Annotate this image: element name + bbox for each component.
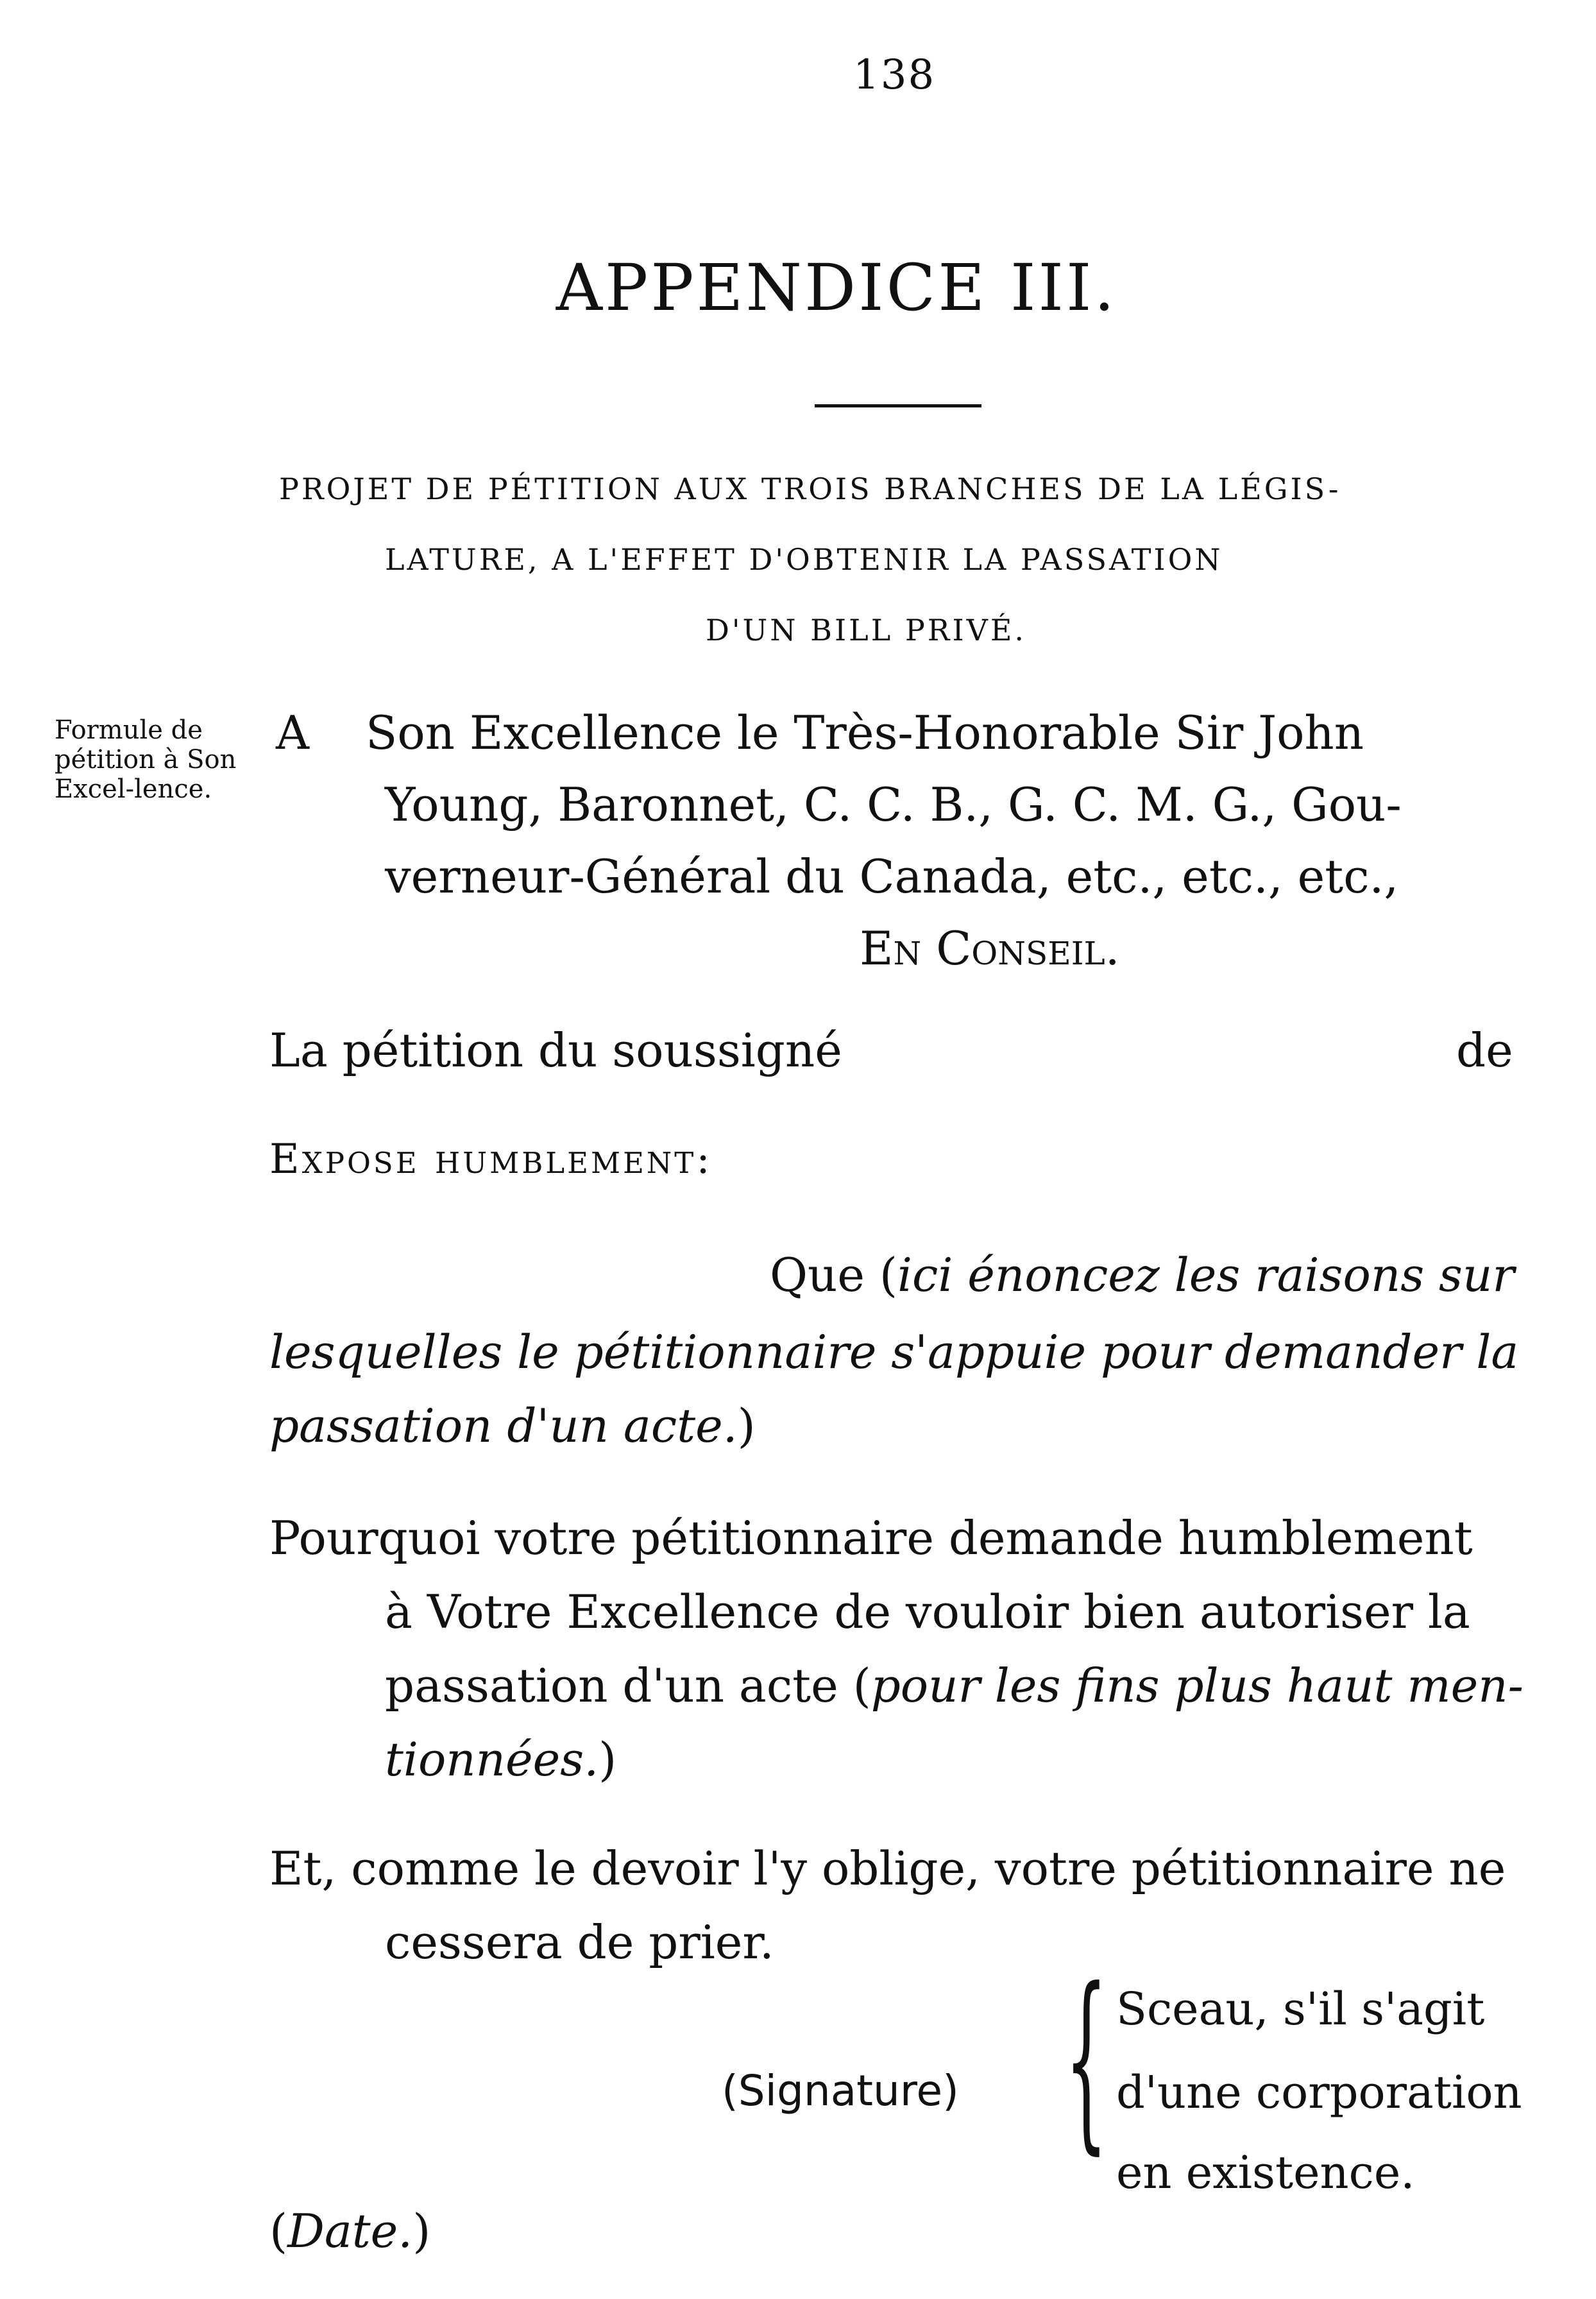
date-close: ): [412, 2204, 431, 2258]
subtitle-line-2: LATURE, A L'EFFET D'OBTENIR LA PASSATION: [385, 542, 1223, 577]
subtitle-line-3: D'UN BILL PRIVÉ.: [706, 613, 1027, 647]
brace-icon: {: [1065, 1947, 1108, 2171]
que-italic-3: passation d'un acte.: [269, 1399, 738, 1453]
seal-line-1: Sceau, s'il s'agit: [1116, 1983, 1485, 2035]
date-line: [269, 2204, 430, 2258]
pourquoi-line-3: [385, 1659, 1524, 1713]
que-end: ): [737, 1399, 756, 1453]
address-prefix: A: [276, 706, 309, 760]
pourquoi-line-1: Pourquoi votre pétitionnaire demande humblement: [269, 1511, 1473, 1565]
address-line-3: verneur-Général du Canada, etc., etc., etc.,: [385, 850, 1399, 903]
que-line-1: [770, 1248, 1515, 1302]
que-line-3: [269, 1399, 756, 1453]
et-line-1: Et, comme le devoir l'y oblige, votre pétitionnaire ne: [269, 1842, 1506, 1895]
pourquoi-italic-4: tionnées.: [385, 1732, 599, 1786]
pourquoi-end-4: ): [598, 1732, 617, 1786]
address-line-2: Young, Baronnet, C. C. B., G. C. M. G., Gou-: [385, 778, 1402, 832]
address-line-4: En Conseil.: [860, 921, 1120, 975]
petition-de: de: [1456, 1023, 1513, 1077]
margin-note: Formule de pétition à Son Excel-lence.: [55, 715, 237, 804]
et-line-2: cessera de prier.: [385, 1915, 774, 1969]
expose-heading: Expose humblement:: [269, 1136, 713, 1183]
que-line-2: lesquelles le pétitionnaire s'appuie pour demander la: [269, 1325, 1519, 1379]
address-line-1: Son Excellence le Très-Honorable Sir John: [366, 706, 1364, 760]
pourquoi-line-2: à Votre Excellence de vouloir bien autoriser la: [385, 1585, 1470, 1639]
seal-line-2: d'une corporation: [1116, 2066, 1522, 2119]
date-label: Date.: [287, 2204, 413, 2258]
que-italic-1: ici énoncez les raisons sur: [897, 1248, 1515, 1302]
title-divider: [815, 404, 981, 407]
pourquoi-italic-3: pour les fins plus haut men-: [870, 1659, 1524, 1713]
date-open: (: [269, 2204, 288, 2258]
page-title: APPENDICE III.: [556, 250, 1117, 325]
petition-intro: La pétition du soussigné: [269, 1023, 842, 1077]
pourquoi-line-4: [385, 1732, 616, 1786]
seal-line-3: en existence.: [1116, 2146, 1415, 2199]
que-start: Que (: [770, 1248, 897, 1302]
signature-label: (Signature): [722, 2066, 959, 2115]
pourquoi-start-3: passation d'un acte (: [385, 1659, 871, 1713]
page-number: 138: [853, 51, 936, 99]
subtitle-line-1: PROJET DE PÉTITION AUX TROIS BRANCHES DE LA LÉGIS-: [279, 472, 1341, 506]
